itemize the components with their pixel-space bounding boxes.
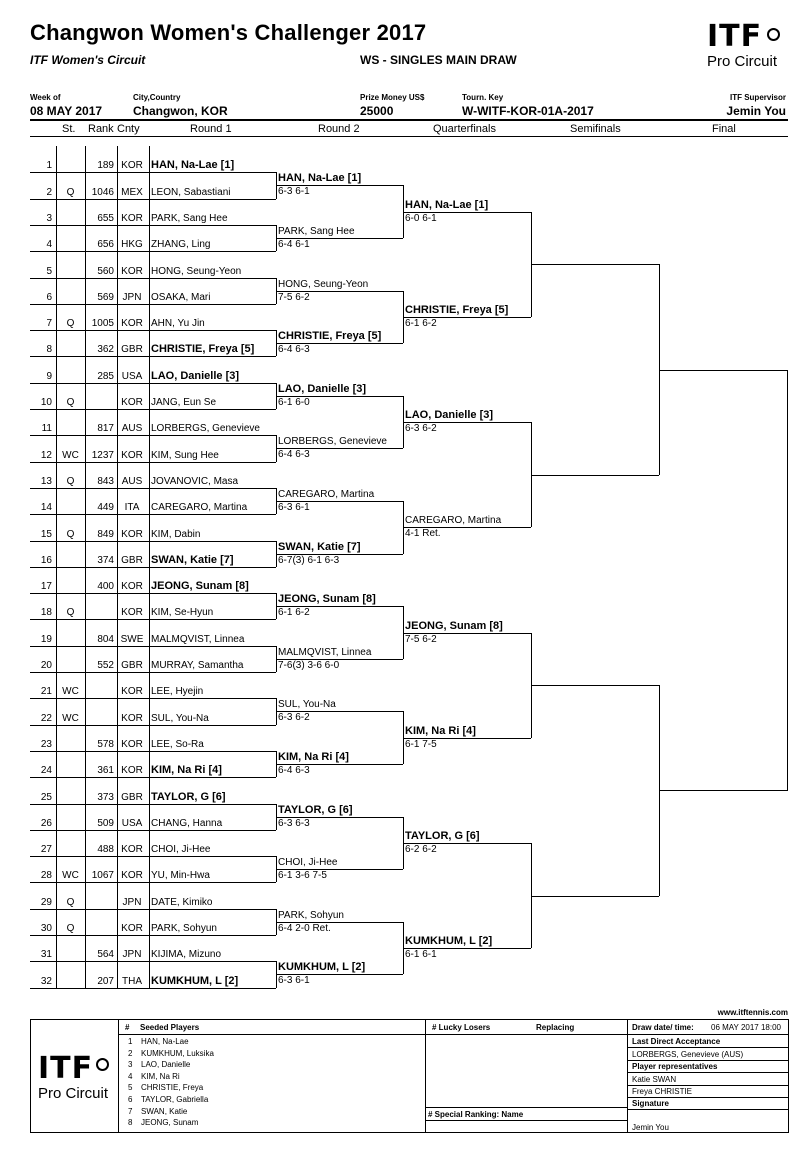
player-rep-1: Katie SWAN	[632, 1075, 677, 1084]
player-name: MALMQVIST, Linnea	[151, 633, 245, 645]
player-name: KIM, Dabin	[151, 528, 201, 540]
seed-number: 5	[128, 1083, 133, 1093]
round2-winner: HONG, Seung-Yeon	[278, 278, 369, 290]
player-row-line	[30, 435, 276, 436]
rank: 656	[97, 239, 114, 251]
supervisor-value: Jemin You	[726, 104, 786, 118]
round2-winner: LAO, Danielle [3]	[278, 382, 367, 395]
sf-slot-line	[531, 475, 659, 476]
draw-position: 30	[40, 923, 52, 934]
player-name: ZHANG, Ling	[151, 239, 211, 251]
round2-score: 6-7(3) 6-1 6-3	[278, 554, 340, 566]
draw-position: 17	[40, 581, 52, 593]
seed-number: 8	[128, 1118, 133, 1128]
rank: 1067	[91, 870, 114, 882]
tourn-key-value: W-WITF-KOR-01A-2017	[462, 104, 594, 118]
signature-value: Jemin You	[632, 1123, 669, 1132]
round2-score: 6-4 6-3	[278, 765, 310, 777]
rank: 362	[97, 344, 114, 356]
round2-winner: SUL, You-Na	[278, 699, 336, 711]
player-name: JEONG, Sunam [8]	[151, 580, 249, 593]
country: AUS	[121, 475, 143, 487]
status: Q	[66, 896, 75, 908]
round2-score: 6-3 6-1	[278, 975, 310, 987]
header-divider	[30, 119, 788, 121]
qf-winner: HAN, Na-Lae [1]	[405, 198, 489, 211]
player-rep-2: Freya CHRISTIE	[632, 1087, 693, 1096]
qf-winner: KIM, Na Ri [4]	[405, 724, 476, 737]
player-row-line	[30, 961, 276, 962]
round2-winner: JEONG, Sunam [8]	[278, 593, 376, 606]
country: KOR	[121, 738, 143, 750]
round2-winner: TAYLOR, G [6]	[278, 803, 353, 816]
draw-position: 16	[40, 554, 52, 566]
draw-position: 18	[40, 607, 52, 619]
colhdr-divider	[30, 136, 788, 137]
player-row-line	[30, 304, 276, 305]
itf-logo	[705, 18, 790, 73]
qf-winner: TAYLOR, G [6]	[405, 829, 480, 842]
rank: 569	[97, 291, 114, 303]
qf-winner: KUMKHUM, L [2]	[405, 935, 493, 948]
draw-position: 29	[40, 896, 52, 908]
supervisor-label: ITF Supervisor	[729, 93, 786, 102]
draw-position: 25	[40, 791, 52, 803]
last-da-label: Last Direct Acceptance	[632, 1037, 721, 1046]
seed-name: JEONG, Sunam	[141, 1118, 199, 1128]
qf-score: 6-1 6-1	[405, 949, 437, 961]
rank: 449	[97, 502, 114, 514]
round2-winner: KUMKHUM, L [2]	[278, 961, 366, 974]
round2-score: 6-4 6-3	[278, 344, 310, 356]
status: Q	[66, 607, 75, 619]
draw-position: 28	[40, 870, 52, 882]
status: Q	[66, 528, 75, 540]
rank: 843	[97, 475, 114, 487]
player-row-line	[30, 646, 276, 647]
country: KOR	[121, 449, 143, 461]
country: MEX	[121, 186, 143, 198]
player-row-line	[30, 725, 276, 726]
player-name: LEON, Sabastiani	[151, 186, 231, 198]
country: KOR	[121, 528, 143, 540]
lucky-losers-title: # Lucky Losers	[432, 1023, 491, 1032]
rank: 189	[97, 160, 114, 172]
qf-score: 6-0 6-1	[405, 212, 437, 224]
country: GBR	[121, 554, 143, 566]
country: AUS	[121, 423, 143, 435]
player-name: JANG, Eun Se	[151, 397, 217, 408]
player-name: HAN, Na-Lae [1]	[151, 159, 235, 172]
status: Q	[66, 318, 75, 330]
player-name: PARK, Sang Hee	[151, 212, 228, 224]
status: WC	[62, 870, 79, 882]
col-quarterfinals: Quarterfinals	[433, 123, 496, 135]
seed-name: LAO, Danielle	[141, 1060, 191, 1070]
draw-position: 3	[46, 212, 52, 224]
player-row-line	[30, 672, 276, 673]
rank: 361	[97, 765, 114, 777]
seed-name: CHRISTIE, Freya	[141, 1083, 204, 1093]
prize-value: 25000	[360, 104, 394, 118]
player-row-line	[30, 882, 276, 883]
status: WC	[62, 686, 79, 698]
country: KOR	[121, 581, 143, 593]
player-row-line	[30, 172, 276, 173]
player-name: KIM, Sung Hee	[151, 449, 219, 461]
player-row-line	[30, 830, 276, 831]
final-connector	[787, 370, 788, 791]
player-name: HONG, Seung-Yeon	[151, 265, 242, 277]
final-slot-line	[659, 370, 788, 371]
player-name: KIM, Se-Hyun	[151, 607, 214, 619]
rank: 817	[97, 423, 114, 435]
round2-score: 6-1 3-6 7-5	[278, 870, 327, 882]
country: KOR	[121, 160, 143, 172]
footer-tennis-ball-icon	[96, 1058, 109, 1071]
week-label: Week of	[30, 93, 61, 102]
player-row-line	[30, 777, 276, 778]
draw-type: WS - SINGLES MAIN DRAW	[360, 53, 517, 67]
status: WC	[62, 712, 79, 724]
prize-label: Prize Money US$	[360, 93, 425, 102]
player-row-line	[30, 251, 276, 252]
draw-position: 12	[40, 449, 52, 461]
player-name: OSAKA, Mari	[151, 291, 211, 303]
country: USA	[121, 370, 143, 382]
sf-slot-line	[531, 685, 659, 686]
country: KOR	[121, 318, 143, 330]
round2-score: 6-3 6-2	[278, 712, 310, 724]
qf-score: 4-1 Ret.	[405, 528, 441, 540]
player-name: TAYLOR, G [6]	[151, 790, 226, 803]
round2-score: 6-3 6-1	[278, 502, 310, 514]
player-row-line	[30, 541, 276, 542]
rank: 207	[97, 975, 114, 987]
rank: 488	[97, 844, 114, 856]
player-row-line	[30, 804, 276, 805]
rank: 400	[97, 581, 114, 593]
rank: 564	[97, 949, 114, 961]
country: KOR	[121, 265, 143, 277]
draw-position: 10	[40, 397, 52, 408]
player-name: KUMKHUM, L [2]	[151, 974, 239, 987]
rank: 1046	[91, 186, 114, 198]
rank: 1005	[91, 318, 114, 330]
seed-name: KUMKHUM, Luksika	[141, 1048, 214, 1058]
country: GBR	[121, 791, 143, 803]
rank: 1237	[91, 449, 114, 461]
player-row-line	[30, 751, 276, 752]
player-reps-label: Player representatives	[632, 1062, 718, 1071]
draw-position: 11	[41, 423, 52, 435]
seed-name: KIM, Na Ri	[141, 1071, 180, 1081]
status: Q	[66, 475, 75, 487]
country: GBR	[121, 660, 143, 671]
last-da-value: LORBERGS, Genevieve (AUS)	[632, 1050, 744, 1059]
round2-winner: CHRISTIE, Freya [5]	[278, 330, 382, 343]
country: ITA	[124, 502, 140, 514]
qf-score: 7-5 6-2	[405, 633, 437, 645]
city-value: Changwon, KOR	[133, 104, 228, 118]
player-row-line	[30, 278, 276, 279]
draw-position: 2	[46, 186, 52, 198]
player-name: MURRAY, Samantha	[151, 660, 244, 671]
sf-slot-line	[531, 896, 659, 897]
country: KOR	[121, 712, 143, 724]
player-name: DATE, Kimiko	[151, 896, 213, 908]
draw-position: 4	[46, 239, 52, 251]
draw-date-value: 06 MAY 2017 18:00	[711, 1023, 781, 1032]
qf-winner: CAREGARO, Martina	[405, 515, 502, 527]
round2-score: 6-1 6-2	[278, 607, 310, 619]
player-name: AHN, Yu Jin	[151, 318, 205, 330]
qf-score: 6-2 6-2	[405, 843, 437, 855]
special-ranking-title: # Special Ranking: Name	[428, 1110, 524, 1119]
draw-date-label: Draw date/ time:	[632, 1023, 694, 1032]
player-row-line	[30, 698, 276, 699]
player-row-line	[30, 225, 276, 226]
qf-score: 6-1 6-2	[405, 317, 437, 329]
col-round2: Round 2	[318, 123, 360, 135]
rank: 374	[97, 554, 114, 566]
draw-position: 9	[46, 370, 52, 382]
round2-winner: CAREGARO, Martina	[278, 489, 375, 501]
seed-name: HAN, Na-Lae	[141, 1037, 189, 1046]
seeds-hash: #	[125, 1023, 130, 1032]
player-name: CAREGARO, Martina	[151, 502, 248, 514]
col-round1: Round 1	[190, 123, 232, 135]
draw-position: 26	[40, 817, 52, 829]
col-rank: Rank	[88, 123, 114, 135]
logo-itf-text: ITF	[707, 19, 763, 54]
status: Q	[66, 923, 75, 934]
rank: 849	[97, 528, 114, 540]
seed-number: 1	[128, 1037, 133, 1046]
seeds-title: Seeded Players	[140, 1023, 200, 1032]
player-row-line	[30, 409, 276, 410]
player-name: SWAN, Katie [7]	[151, 553, 234, 566]
draw-position: 22	[40, 712, 52, 724]
player-row-line	[30, 909, 276, 910]
player-row-line	[30, 619, 276, 620]
draw-position: 31	[40, 949, 52, 961]
col-st: St.	[62, 123, 76, 135]
player-row-line	[30, 567, 276, 568]
circuit-name: ITF Women's Circuit	[30, 53, 146, 67]
round2-winner: SWAN, Katie [7]	[278, 540, 361, 553]
footer-logo-pro-text: Pro Circuit	[38, 1085, 109, 1102]
draw-position: 20	[40, 660, 52, 671]
player-row-line	[30, 856, 276, 857]
player-name: CHRISTIE, Freya [5]	[151, 343, 255, 356]
player-row-line	[30, 330, 276, 331]
col-final: Final	[712, 123, 736, 135]
city-label: City,Country	[133, 93, 181, 102]
replacing-title: Replacing	[536, 1023, 575, 1032]
status: Q	[66, 397, 75, 408]
rank: 560	[97, 265, 114, 277]
week-value: 08 MAY 2017	[30, 104, 103, 118]
seed-number: 3	[128, 1060, 133, 1070]
player-row-line	[30, 383, 276, 384]
status: Q	[66, 186, 75, 198]
rank: 285	[97, 370, 114, 382]
player-row-line	[30, 199, 276, 200]
country: HKG	[121, 239, 143, 251]
round2-winner: CHOI, Ji-Hee	[278, 857, 338, 869]
country: KOR	[121, 607, 143, 619]
col-semifinals: Semifinals	[570, 123, 621, 135]
round2-score: 6-3 6-1	[278, 186, 310, 198]
player-name: KIJIMA, Mizuno	[151, 949, 222, 961]
draw-position: 27	[40, 844, 52, 856]
qf-score: 6-1 7-5	[405, 738, 437, 750]
seed-name: TAYLOR, Gabriella	[141, 1095, 209, 1104]
website: www.itftennis.com	[717, 1008, 788, 1017]
col-cnty: Cnty	[117, 123, 140, 135]
country: GBR	[121, 344, 143, 356]
player-name: JOVANOVIC, Masa	[151, 475, 239, 487]
player-name: CHOI, Ji-Hee	[151, 844, 211, 856]
round2-winner: PARK, Sohyun	[278, 909, 344, 921]
round2-winner: MALMQVIST, Linnea	[278, 646, 372, 658]
draw-position: 15	[40, 528, 52, 540]
player-name: LAO, Danielle [3]	[151, 369, 240, 382]
tournament-title: Changwon Women's Challenger 2017	[30, 20, 427, 45]
rank: 804	[97, 633, 114, 645]
logo-pro-text: Pro Circuit	[707, 53, 778, 70]
draw-position: 24	[40, 765, 52, 777]
draw-position: 1	[46, 160, 52, 172]
final-slot-line	[659, 790, 788, 791]
country: KOR	[121, 397, 143, 408]
draw-position: 21	[40, 686, 52, 698]
rank: 552	[97, 660, 114, 671]
player-name: LORBERGS, Genevieve	[151, 423, 260, 435]
round2-score: 7-5 6-2	[278, 291, 310, 303]
draw-position: 7	[46, 318, 52, 330]
country: SWE	[120, 633, 144, 645]
round2-winner: LORBERGS, Genevieve	[278, 436, 387, 448]
round2-score: 6-1 6-0	[278, 396, 310, 408]
round2-score: 6-4 2-0 Ret.	[278, 922, 331, 934]
round2-score: 6-4 6-1	[278, 239, 310, 251]
player-row-line	[30, 988, 276, 989]
country: KOR	[121, 844, 143, 856]
draw-position: 5	[46, 265, 52, 277]
draw-position: 19	[40, 633, 52, 645]
footer-logo-itf-text: ITF	[38, 1051, 94, 1086]
status: WC	[62, 449, 79, 461]
draw-position: 23	[40, 738, 52, 750]
signature-label: Signature	[632, 1099, 669, 1108]
country: KOR	[121, 765, 143, 777]
player-name: SUL, You-Na	[151, 712, 209, 724]
draw-position: 32	[40, 975, 52, 987]
rank: 578	[97, 738, 114, 750]
round2-score: 6-3 6-3	[278, 817, 310, 829]
country: JPN	[122, 291, 142, 303]
footer-itf-logo	[38, 1052, 113, 1102]
round2-score: 7-6(3) 3-6 6-0	[278, 659, 340, 671]
country: KOR	[121, 870, 143, 882]
qf-winner: CHRISTIE, Freya [5]	[405, 303, 509, 316]
round2-winner: KIM, Na Ri [4]	[278, 751, 349, 764]
qf-winner: LAO, Danielle [3]	[405, 409, 494, 422]
draw-position: 14	[40, 502, 52, 514]
country: JPN	[122, 896, 142, 908]
tourn-key-label: Tourn. Key	[462, 93, 504, 102]
qf-score: 6-3 6-2	[405, 423, 437, 435]
round2-winner: HAN, Na-Lae [1]	[278, 172, 362, 185]
rank: 655	[97, 212, 114, 224]
player-name: PARK, Sohyun	[151, 923, 217, 934]
player-row-line	[30, 488, 276, 489]
player-name: LEE, So-Ra	[151, 738, 204, 750]
country: KOR	[121, 923, 143, 934]
round2-score: 6-4 6-3	[278, 449, 310, 461]
player-name: CHANG, Hanna	[151, 817, 223, 829]
draw-position: 6	[46, 291, 52, 303]
qf-winner: JEONG, Sunam [8]	[405, 619, 503, 632]
country: JPN	[122, 949, 142, 961]
country: USA	[121, 817, 143, 829]
country: THA	[122, 975, 142, 987]
seed-number: 6	[128, 1095, 133, 1104]
player-name: LEE, Hyejin	[151, 686, 204, 698]
country: KOR	[121, 212, 143, 224]
seed-number: 2	[128, 1048, 133, 1058]
player-name: YU, Min-Hwa	[151, 870, 210, 882]
player-row-line	[30, 935, 276, 936]
player-row-line	[30, 593, 276, 594]
country: KOR	[121, 686, 143, 698]
rank: 509	[97, 817, 114, 829]
player-row-line	[30, 514, 276, 515]
seed-number: 4	[128, 1071, 133, 1081]
seed-number: 7	[128, 1106, 133, 1116]
player-row-line	[30, 356, 276, 357]
rank: 373	[97, 791, 114, 803]
draw-position: 13	[40, 475, 52, 487]
draw-position: 8	[46, 344, 52, 356]
seed-name: SWAN, Katie	[141, 1106, 188, 1116]
player-row-line	[30, 462, 276, 463]
round2-winner: PARK, Sang Hee	[278, 226, 355, 238]
player-name: KIM, Na Ri [4]	[151, 764, 222, 777]
tennis-ball-icon	[767, 28, 780, 41]
sf-slot-line	[531, 264, 659, 265]
